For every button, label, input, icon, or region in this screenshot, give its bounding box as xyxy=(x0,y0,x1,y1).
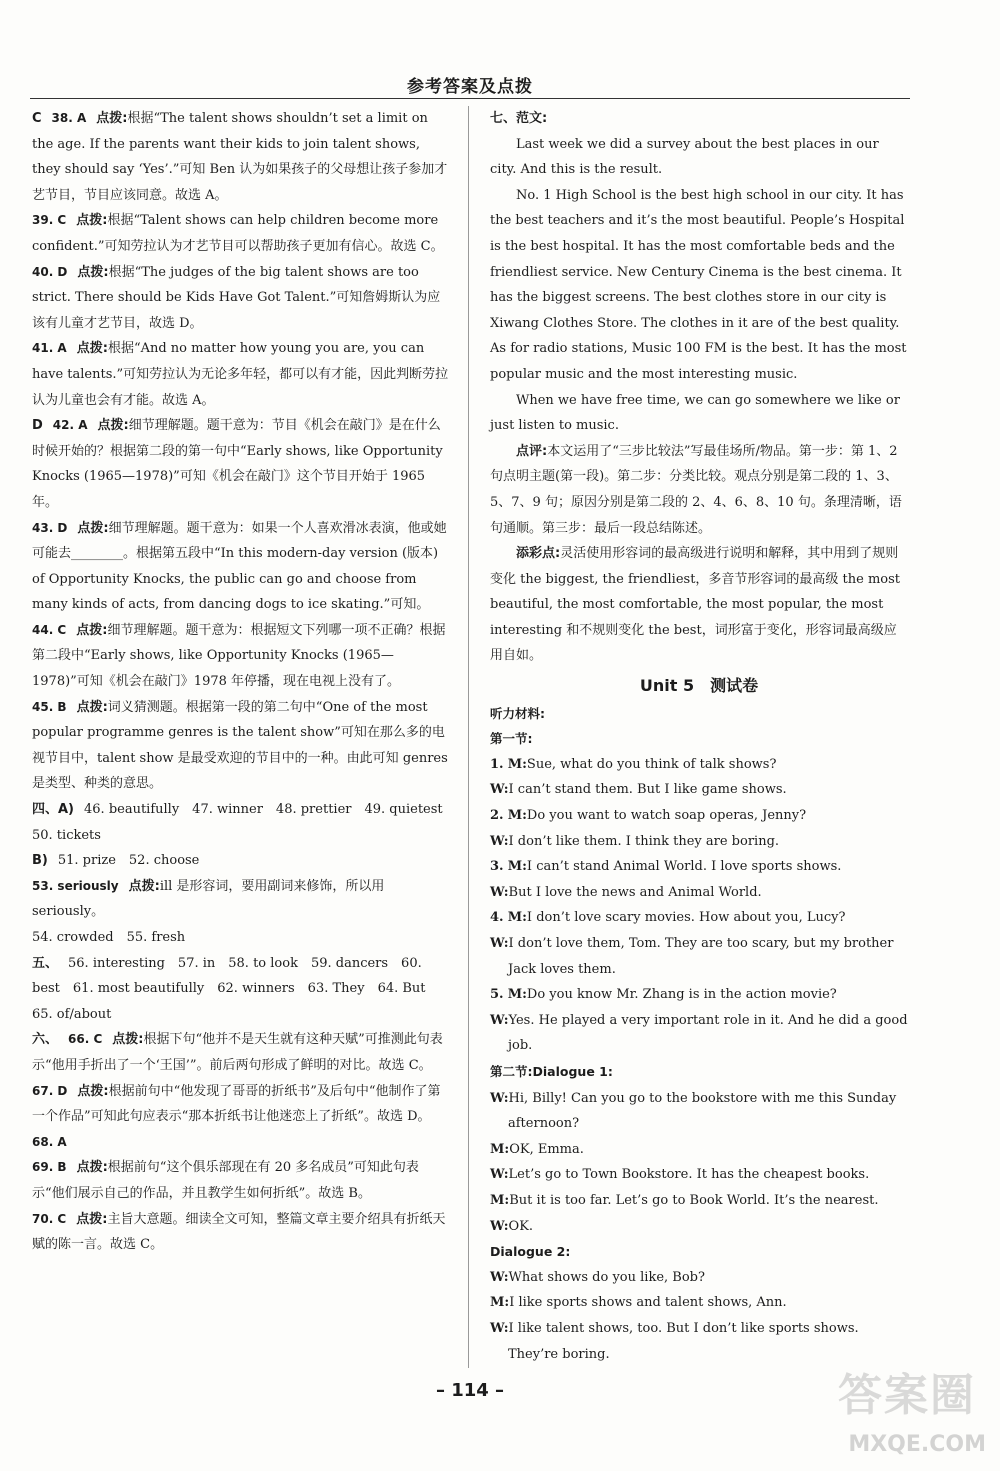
right-column xyxy=(490,106,908,1367)
answer-text: 56. interesting 57. in 58. to look 59. dancers 60. best 61. most beautifully 62. winners 63. They 64. But 65. of/about xyxy=(32,955,439,1022)
dialogue-text: OK. xyxy=(508,1218,534,1234)
dialogue-text: Sue, what do you think of talk shows? xyxy=(526,756,777,772)
answer-entry xyxy=(32,106,450,208)
answer-entry xyxy=(32,516,450,618)
answer-number: 45. B xyxy=(32,699,67,714)
speaker: W: xyxy=(490,1167,509,1183)
answer-entry xyxy=(32,951,450,1028)
speaker: W: xyxy=(490,1320,509,1336)
essay-paragraph: No. 1 High School is the best high school in our city. It has the best teachers and it’s the most beautiful. People’s Hospital is the best hospital. It has the most comfortable beds and the friendliest service. New Century Cinema is the best cinema. It has the biggest screens. The best clothes store in our city is Xiwang Clothes Store. The clothes in it are of the best quality. As for radio stations, Music 100 FM is the best. It has the most popular music and the most interesting music. xyxy=(490,187,907,382)
listening-materials-label: 听力材料: xyxy=(490,705,545,721)
answer-entry xyxy=(32,1079,450,1130)
dialogue-text: Yes. He played a very important role in it. And he did a good job. xyxy=(508,1012,908,1054)
essay-paragraph: Last week we did a survey about the best places in our city. And this is the result. xyxy=(490,136,879,178)
answer-part: C xyxy=(32,111,42,126)
answer-text: 根据“The talent shows shouldn’t set a limit on the age. If the parents want their kids to join talent shows, they should say ‘Yes’.”可知 Ben 认为如果孩子的父母想让孩子参加才艺节目，节目应该同意。故选 A。 xyxy=(32,111,448,203)
dialogue-line xyxy=(490,931,908,982)
essay-label: 七、范文: xyxy=(490,111,548,126)
tip-label: 点拨: xyxy=(76,341,108,357)
answer-entry xyxy=(32,848,450,874)
answer-entry xyxy=(32,1130,450,1156)
speaker: W: xyxy=(490,833,509,849)
dialogue-text: What shows do you like, Bob? xyxy=(508,1269,705,1285)
tip-label: 点拨: xyxy=(128,878,160,894)
tip-label: 点拨: xyxy=(77,264,109,280)
answer-number: 44. C xyxy=(32,622,67,637)
tip-label: 点拨: xyxy=(77,1083,109,1099)
unit-test-title: Unit 5 测试卷 xyxy=(639,676,759,696)
answer-text: 细节理解题。题干意为：节目《机会在敲门》是在什么时候开始的？根据第二段的第一句中“Early shows, like Opportunity Knocks (1965—1978)”可知《机会在敲门》这个节目开始于 1965 年。 xyxy=(32,418,443,510)
answer-entry xyxy=(32,618,450,695)
dialogue1 xyxy=(490,1086,908,1240)
essay-paragraph: When we have free time, we can go somewhere we like or just listen to music. xyxy=(490,392,900,434)
question-number: 2. xyxy=(490,808,504,824)
dialogue-text: Let’s go to Town Bookstore. It has the cheapest books. xyxy=(508,1167,870,1183)
essay-comment: 点评:本文运用了“三步比较法”写最佳场所/物品。第一步：第 1、2 句点明主题(第一段)。第二步：分类比较。观点分别是第二段的 1、3、5、7、9 句；原因分别是第二段的 2、4、6、8、10 句。条理清晰，语句通顺。第三步：最后一段总结陈述。 xyxy=(490,443,902,536)
dialogue-text: Do you want to watch soap operas, Jenny? xyxy=(526,808,807,824)
answer-number: 53. seriously xyxy=(32,878,119,893)
dialogue2-label: Dialogue 2: xyxy=(490,1244,571,1260)
speaker: W: xyxy=(490,1218,509,1234)
speaker: W: xyxy=(490,782,509,798)
speaker: W: xyxy=(490,1269,509,1285)
dialogue-line xyxy=(490,905,908,931)
question-number: 1. xyxy=(490,756,504,772)
dialogue-text: I don’t like them. I think they are boring. xyxy=(508,833,780,849)
dialogue-text: I like sports shows and talent shows, Ann. xyxy=(509,1295,787,1311)
answer-text: 细节理解题。题干意为：根据短文下列哪一项不正确？根据第二段中“Early shows, like Opportunity Knocks (1965—1978)”可知《机会在敲门》1978 年停播，现在电视上没有了。 xyxy=(32,622,446,690)
answer-entry xyxy=(32,874,450,925)
answer-entry xyxy=(32,413,450,515)
answer-entry xyxy=(32,260,450,337)
dialogue-line xyxy=(490,1214,908,1240)
dialogue-text: I don’t love scary movies. How about you, Lucy? xyxy=(526,910,846,926)
answer-entry xyxy=(32,695,450,797)
answer-part: 四、A) xyxy=(32,802,75,818)
tip-label: 点拨: xyxy=(76,622,108,638)
speaker: W: xyxy=(490,936,509,951)
section2-heading: 第二节:Dialogue 1: xyxy=(490,1063,613,1079)
speaker: M: xyxy=(507,910,527,926)
tip-label: 点拨: xyxy=(76,213,108,229)
speaker: W: xyxy=(490,884,509,900)
answer-entry xyxy=(32,1027,450,1078)
question-number: 5. xyxy=(490,987,504,1003)
dialogue-text: Do you know Mr. Zhang is in the action movie? xyxy=(526,987,837,1003)
speaker: M: xyxy=(507,808,527,824)
answer-text: 51. prize 52. choose xyxy=(57,853,200,869)
dialogue-text: I like talent shows, too. But I don’t like sports shows. They’re boring. xyxy=(508,1320,859,1362)
answer-text: 46. beautifully 47. winner 48. prettier 49. quietest 50. tickets xyxy=(32,802,456,843)
answer-text: 根据“And no matter how young you are, you can have talents.”可知劳拉认为无论多年轻，都可以有才能，因此判断劳拉认为儿童也会有才能。故选 A。 xyxy=(32,341,449,408)
answer-number: 42. A xyxy=(52,418,88,433)
tip-label: 点拨: xyxy=(96,111,128,126)
tip-label: 点拨: xyxy=(97,418,129,434)
speaker: M: xyxy=(507,756,527,772)
answer-number: 43. D xyxy=(32,520,68,535)
question-number: 4. xyxy=(490,910,504,926)
dialogue-line xyxy=(490,1008,908,1059)
dialogue-text: But I love the news and Animal World. xyxy=(508,884,762,900)
dialogue-line xyxy=(490,1162,908,1188)
watermark-url: MXQE.COM xyxy=(848,1432,986,1457)
answer-entry xyxy=(32,797,456,848)
answer-part: B) xyxy=(32,853,48,869)
answer-entry xyxy=(32,1207,450,1258)
tip-label: 点拨: xyxy=(76,1211,108,1227)
dialogue-text: OK, Emma. xyxy=(509,1141,584,1157)
dialogue-text: But it is too far. Let’s go to Book World. It’s the nearest. xyxy=(509,1192,879,1208)
tip-label: 点拨: xyxy=(76,1160,108,1176)
speaker: M: xyxy=(507,987,527,1003)
dialogue-text: I don’t love them, Tom. They are too scary, but my brother Jack loves them. xyxy=(508,936,894,977)
watermark-logo: 答案圈 xyxy=(838,1370,976,1421)
dialogue-line xyxy=(490,1265,908,1291)
dialogue-line xyxy=(490,880,908,906)
dialogue-line xyxy=(490,777,908,803)
answer-number: 70. C xyxy=(32,1211,67,1226)
answer-text: 主旨大意题。细读全文可知，整篇文章主要介绍具有折纸天赋的陈一言。故选 C。 xyxy=(32,1211,446,1253)
answer-text: ill 是形容词，要用副词来修饰，所以用seriously。 xyxy=(32,878,385,920)
page-title: 参考答案及点拨 xyxy=(407,77,533,97)
speaker: M: xyxy=(490,1141,510,1157)
answer-text: 词义猜测题。根据第一段的第二句中“One of the most popular programme genres is the talent show”可知在那么多的电视节目中，talent show 是最受欢迎的节目中的一种。由此可知 genres 是类型、种类的意思。 xyxy=(32,699,448,792)
dialogue-line xyxy=(490,1188,908,1214)
dialogue-line xyxy=(490,752,908,778)
dialogue-text: I can’t stand them. But I like game shows. xyxy=(508,782,787,798)
dialogue-line xyxy=(490,1086,908,1137)
answer-text: 根据前句中“他发现了哥哥的折纸书”及后句中“他制作了第一个作品”可知此句应表示“那本折纸书让他迷恋上了折纸”。故选 D。 xyxy=(32,1083,441,1125)
answer-number: 67. D xyxy=(32,1083,68,1098)
page-number: – 114 – xyxy=(435,1380,505,1401)
answer-entry xyxy=(32,336,450,413)
answer-number: 39. C xyxy=(32,213,67,228)
question-number: 3. xyxy=(490,859,504,875)
answer-number: 41. A xyxy=(32,341,67,356)
answer-number: 66. C xyxy=(68,1032,103,1047)
tip-label: 点拨: xyxy=(77,520,109,536)
dialogue-line xyxy=(490,803,908,829)
essay-highlight: 添彩点:灵活使用形容词的最高级进行说明和解释，其中用到了规则变化 the biggest, the friendliest，多音节形容词的最高级 the most beautiful, the most comfortable, the most popular, the most interesting 和不规则变化 the best，词形富于变化，形容词最高级应用自如。 xyxy=(490,546,901,664)
dialogue-text: Hi, Billy! Can you go to the bookstore with me this Sunday afternoon? xyxy=(508,1090,897,1132)
watermark xyxy=(806,1347,986,1457)
answer-text: 根据“The judges of the big talent shows are too strict. There should be Kids Have Got Talent.”可知詹姆斯认为应该有儿童才艺节目，故选 D。 xyxy=(32,264,441,331)
answer-text: 根据前句“这个俱乐部现在有 20 多名成员”可知此句表示“他们展示自己的作品，并且教学生如何折纸”。故选 B。 xyxy=(32,1160,419,1201)
dialogue-text: I can’t stand Animal World. I love sports shows. xyxy=(526,859,842,875)
section1-label: 第一节: xyxy=(490,731,533,747)
tip-label: 点拨: xyxy=(76,699,108,715)
answer-entry xyxy=(32,925,450,951)
column-divider xyxy=(468,106,469,1368)
answer-text: 细节理解题。题干意为：如果一个人喜欢滑冰表演，他或她可能去________。根据第五段中“In this modern-day version (版本) of Opportunity Knocks, the public can go and choose from many kinds of acts, from dancing dogs to ice skating.”可知。 xyxy=(32,520,447,613)
answer-number: 69. B xyxy=(32,1160,67,1175)
answer-number: 68. A xyxy=(32,1134,67,1149)
page-header xyxy=(30,68,910,99)
tip-label: 点拨: xyxy=(112,1032,144,1048)
speaker: W: xyxy=(490,1012,509,1028)
answer-text: 根据下句“他并不是天生就有这种天赋”可推测此句表示“他用手折出了一个‘王国’”。前后两句形成了鲜明的对比。故选 C。 xyxy=(32,1032,443,1073)
speaker: M: xyxy=(490,1192,510,1208)
speaker: M: xyxy=(490,1295,510,1311)
answer-part: D xyxy=(32,418,43,434)
dialogue-line xyxy=(490,829,908,855)
dialogue-line xyxy=(490,854,908,880)
answer-text: 54. crowded 55. fresh xyxy=(32,930,186,945)
left-column xyxy=(32,106,456,1258)
answer-entry xyxy=(32,1155,450,1206)
dialogue-line xyxy=(490,982,908,1008)
speaker: M: xyxy=(507,859,527,875)
answer-number: 40. D xyxy=(32,264,68,279)
answer-text: 根据“Talent shows can help children become more confident.”可知劳拉认为才艺节目可以帮助孩子更加有信心。故选 C。 xyxy=(32,213,444,254)
answer-part: 六、 xyxy=(32,1032,59,1048)
speaker: W: xyxy=(490,1090,509,1106)
section1-dialogues xyxy=(490,752,908,1059)
answer-number: 38. A xyxy=(51,111,87,125)
dialogue-line xyxy=(490,1290,908,1316)
answer-entry xyxy=(32,208,450,259)
answer-part: 五、 xyxy=(32,955,59,971)
dialogue-line xyxy=(490,1137,908,1163)
